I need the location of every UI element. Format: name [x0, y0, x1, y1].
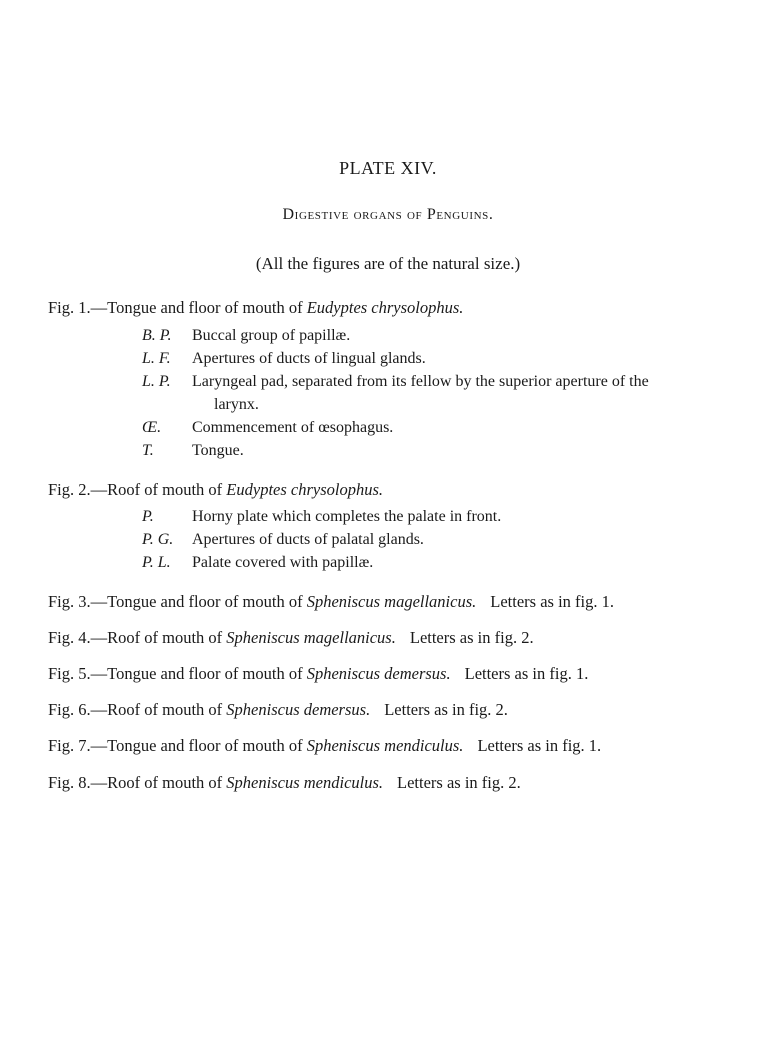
legend-text: Buccal group of papillæ. [192, 327, 351, 344]
letters-note: Letters as in fig. 1. [490, 592, 614, 611]
legend-item [142, 554, 373, 572]
figure-4-caption [48, 628, 534, 648]
species-name: Eudyptes chrysolophus. [226, 480, 384, 499]
species-name: Spheniscus magellanicus. [306, 592, 477, 611]
legend-text: Horny plate which completes the palate in front. [192, 508, 502, 525]
figure-8-caption [48, 773, 521, 793]
legend-item [142, 531, 424, 549]
species-name: Spheniscus demersus. [306, 664, 451, 683]
plate-title: PLATE XIV. [339, 158, 437, 178]
legend-text: Tongue. [192, 442, 244, 459]
legend-key: L. P. [142, 373, 171, 390]
figure-label: Fig. 6.—Roof of mouth of [48, 700, 227, 719]
legend-key: B. P. [142, 327, 172, 344]
species-name: Eudyptes chrysolophus. [306, 298, 464, 317]
letters-note: Letters as in fig. 2. [397, 773, 521, 792]
legend-item [142, 419, 393, 437]
figure-5-caption [48, 664, 588, 684]
figure-label: Fig. 8.—Roof of mouth of [48, 773, 227, 792]
legend-key: P. L. [142, 554, 171, 571]
legend-item [142, 508, 501, 526]
figure-label: Fig. 1.—Tongue and floor of mouth of [48, 298, 307, 317]
figure-label: Fig. 3.—Tongue and floor of mouth of [48, 592, 307, 611]
plate-subtitle: Digestive organs of Penguins. [282, 206, 494, 223]
legend-continuation: larynx. [214, 396, 259, 413]
species-name: Spheniscus magellanicus. [226, 628, 396, 647]
legend-key: T. [142, 442, 154, 459]
species-name: Spheniscus mendiculus. [226, 773, 384, 792]
species-name: Spheniscus mendiculus. [306, 736, 464, 755]
legend-text: Apertures of ducts of lingual glands. [192, 350, 426, 367]
letters-note: Letters as in fig. 1. [477, 736, 602, 755]
figure-7-caption [48, 736, 601, 756]
letters-note: Letters as in fig. 2. [409, 628, 534, 647]
figure-2-caption [48, 480, 383, 500]
figure-label: Fig. 7.—Tongue and floor of mouth of [48, 736, 307, 755]
legend-key: P. [142, 508, 154, 525]
legend-item [142, 442, 244, 460]
legend-item [142, 327, 350, 345]
letters-note: Letters as in fig. 1. [464, 664, 589, 683]
species-name: Spheniscus demersus. [226, 700, 371, 719]
figure-6-caption [48, 700, 508, 720]
figure-3-caption [48, 592, 614, 612]
legend-text: Apertures of ducts of palatal glands. [192, 531, 424, 548]
figure-label: Fig. 2.—Roof of mouth of [48, 480, 227, 499]
figure-label: Fig. 4.—Roof of mouth of [48, 628, 227, 647]
legend-item [142, 373, 649, 391]
legend-text: Laryngeal pad, separated from its fellow by the superior aperture of the [192, 373, 649, 390]
figure-1-caption [48, 298, 463, 318]
figure-label: Fig. 5.—Tongue and floor of mouth of [48, 664, 307, 683]
legend-key: L. F. [142, 350, 171, 367]
legend-key: Œ. [142, 419, 162, 436]
letters-note: Letters as in fig. 2. [384, 700, 508, 719]
size-note: (All the figures are of the natural size.) [255, 254, 521, 273]
legend-key: P. G. [142, 531, 174, 548]
legend-item [142, 350, 426, 368]
legend-text: Commencement of œsophagus. [192, 419, 394, 436]
legend-text: Palate covered with papillæ. [192, 554, 374, 571]
